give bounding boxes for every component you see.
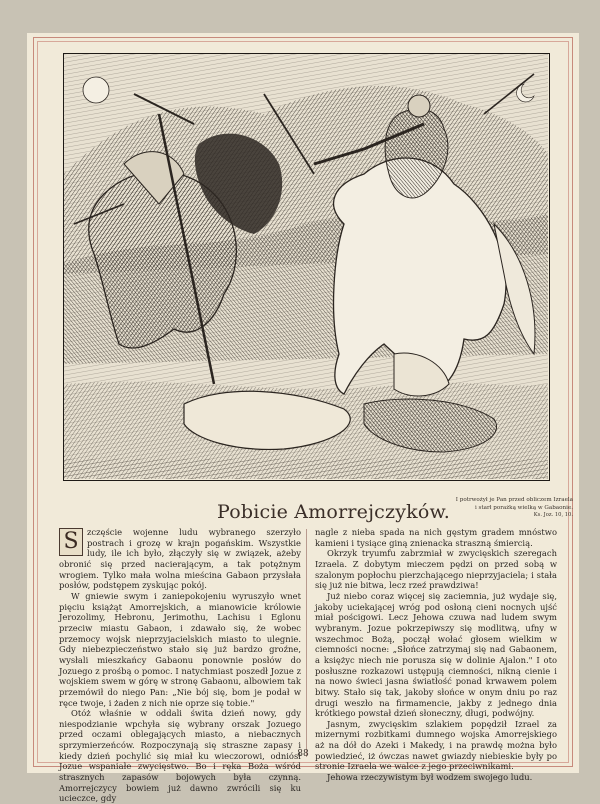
page-title: Pobicie Amorrejczyków. xyxy=(217,501,450,523)
column-divider xyxy=(306,529,307,757)
caption-reference: Ks. Joz. 10, 10. xyxy=(533,512,573,519)
illustration-caption xyxy=(425,497,573,520)
paragraph: nagle z nieba spada na nich gęstym gradem mnóstwo kamieni i tysiące giną znienacka straszną śmiercią. xyxy=(315,527,557,548)
caption-line-1: I potrwożył je Pan przed obliczem Izraela xyxy=(455,497,573,503)
paragraph: Jehowa rzeczywistym był wodzem swojego ludu. xyxy=(327,772,533,783)
book-page xyxy=(27,33,579,804)
paragraph-text: zczęście wojenne ludu wybranego szerzyło postrach i grozę w krajn pogańskim. Wszystkie ludy, ile ich było, złączyły się w związek, ażeby obronić się przed nacierającym, a tak potężnym wrogiem. Tylko mała wolna mieścina Gabaon przysłała posłów, podstępem zyskując pokój. xyxy=(59,527,301,591)
left-column xyxy=(59,527,301,804)
right-column xyxy=(315,527,557,783)
page-number: 88 xyxy=(297,749,309,759)
paragraph: Okrzyk tryumfu zabrzmiał w zwycięskich szeregach Izraela. Z dobytym mieczem pędzi on przed sobą w szalonym popłochu pierzchającego nieprzyjaciela; i stała się już nie bitwa, lecz rzeź prawdziwa! xyxy=(315,548,557,591)
paragraph: W gniewie swym i zaniepokojeniu wyruszyło wnet pięciu książąt Amorrejskich, a mianowicie królowie Jerozolimy, Hebronu, Jerimothu, Lachisu i Eglonu przeciw miastu Gabaon, i zdawało się, że wobec przemocy wojsk nieprzyjacielskich miasto to ulegnie. Gdy niebezpieczeństwo stało się już bardzo groźne, wysłali mieszkańcy Gabaonu ponownie posłów do Jozuego z prośbą o pomoc. I natychmiast poszedł Jozue z wojskiem swem w górę w stronę Gabaonu, albowiem tak przemówił do niego Pan: „Nie bój się, bom je podał w ręce twoje, i żaden z nich nie oprze się tobie." xyxy=(59,590,301,708)
paragraph: Otóż właśnie w oddali świta dzień nowy, gdy niespodzianie wpchyła się wybrany orszak Jozuego przed oczami oblegających miasto, a niebacznych sprzymierzeńców. Rozpoczynają się straszne zapasy i kiedy dzień pochylić się miał ku wieczorowi, odniósł Jozue wspaniałe zwycięstwo. Bo i ręka Boża wśród strasznych zapasów bojowych była czynną. Amorrejczycy bowiem już dawno zwrócili się ku ucieczce, gdy xyxy=(59,708,301,804)
caption-line-2: i starł porażką wielką w Gabaonie. xyxy=(474,504,573,511)
paragraph xyxy=(59,527,301,591)
paragraph: Jasnym, zwycięskim szlakiem popędził Izrael za mizernymi rozbitkami dumnego wojska Amorrejskiego aż na dół do Azeki i Makedy, i na prawdę można było powiedzieć, iż ówczas nawet gwiazdy niebieskie były po stronie Izraela we walce z jego przeciwnikami. xyxy=(315,718,557,772)
battle-engraving-illustration xyxy=(63,53,550,481)
drop-cap: S xyxy=(59,528,83,556)
paragraph: Już niebo coraz więcej się zaciemnia, już wydaje się, jakoby uciekającej wróg pod osłoną cieni nocnych ujść miał pościgowi. Lecz Jehowa czuwa nad ludem swym wybranym. Jozue pokrzepiwszy się modlitwą, ufny w wszechmoc Bożą, począł wołać głosem wielkim w ciemności nocne: „Słońce zatrzymaj się nad Gabaonem, a księżyc niech nie porusza się w dolinie Ajalon." I oto posłuszne rozkazowi ustępują ciemności, nikną cienie i na nowo świeci jasna światłość ponad krwawem polem bitwy. Stało się tak, jakoby słońce w onym dniu po raz drugi weszło na firmamencie, jakby z jednego dnia krótkiego powstał dzień słoneczny, długi, podwójny. xyxy=(315,590,557,719)
